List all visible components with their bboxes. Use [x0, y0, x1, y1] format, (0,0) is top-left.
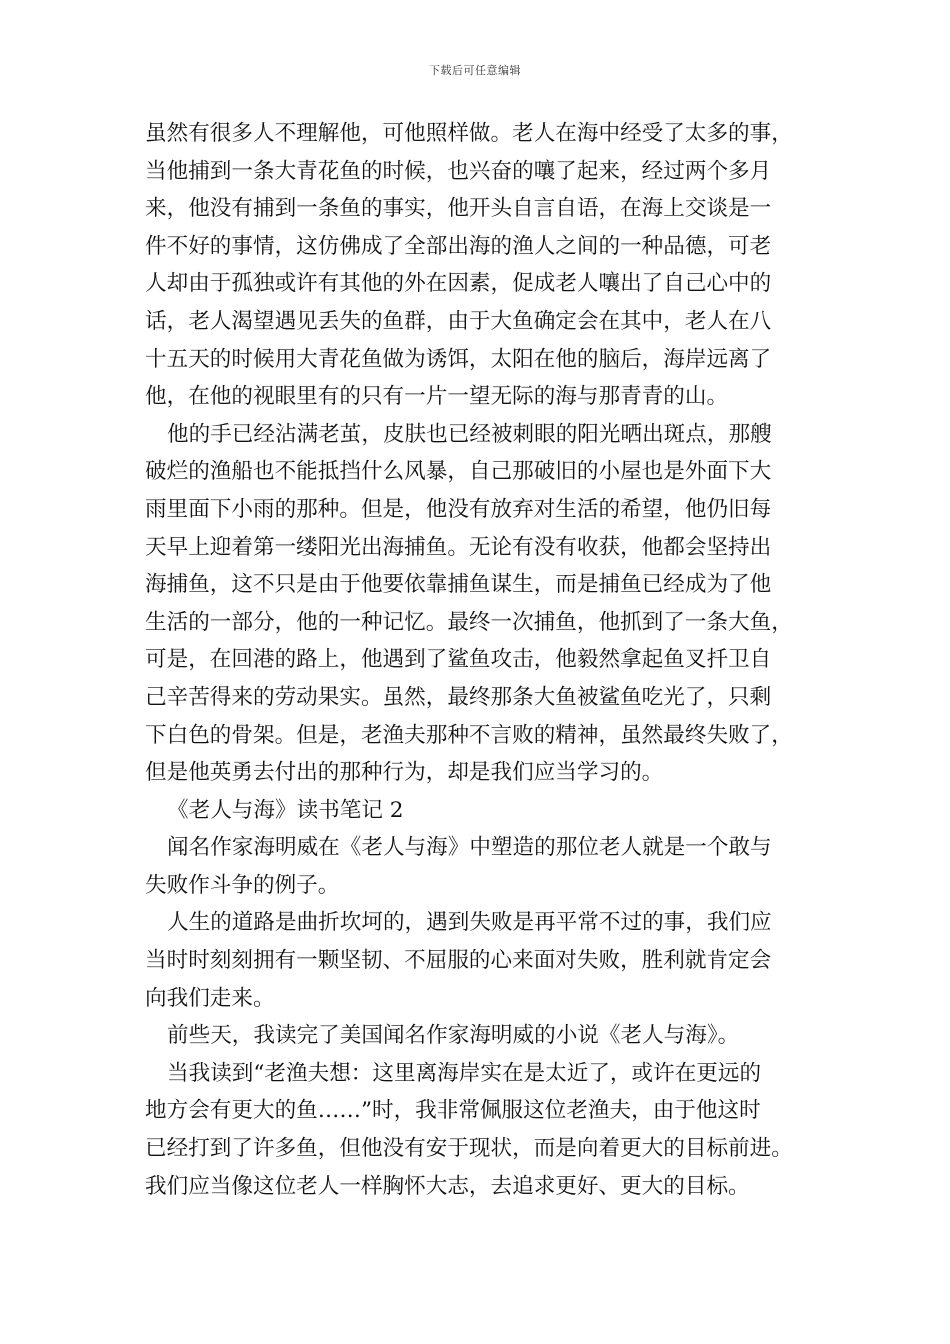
text-line: 破烂的渔船也不能抵挡什么风暴，自己那破旧的小屋也是外面下大 — [145, 459, 772, 485]
document-body — [145, 115, 835, 1205]
text-line: 向我们走来。 — [145, 985, 275, 1011]
text-line: 来，他没有捕到一条鱼的事实，他开头自言自语，在海上交谈是一 — [145, 196, 772, 222]
page-header: 下载后可任意编辑 — [429, 64, 521, 77]
text-line: 已经打到了许多鱼，但他没有安于现状，而是向着更大的目标前进。 — [145, 1136, 793, 1162]
text-line: 雨里面下小雨的那种。但是，他没有放弃对生活的希望，他仍旧每 — [145, 496, 772, 522]
text-line: 但是他英勇去付出的那种行为，却是我们应当学习的。 — [145, 760, 664, 786]
text-line: 生活的一部分，他的一种记忆。最终一次捕鱼，他抓到了一条大鱼， — [145, 609, 793, 635]
text-line: 可是，在回港的路上，他遇到了鲨鱼攻击，他毅然拿起鱼叉扦卫自 — [145, 647, 772, 673]
text-line: 虽然有很多人不理解他，可他照样做。老人在海中经受了太多的事， — [145, 121, 793, 146]
text-line: 人却由于孤独或许有其他的外在因素，促成老人嚷出了自己心中的 — [145, 271, 772, 297]
text-line: 我们应当像这位老人一样胸怀大志，去追求更好、更大的目标。 — [145, 1173, 750, 1199]
text-line: 人生的道路是曲折坎坷的，遇到失败是再平常不过的事，我们应 — [167, 910, 772, 936]
text-line: 当我读到“老渔夫想：这里离海岸实在是太近了，或许在更远的 — [167, 1060, 762, 1086]
text-line: 当时时刻刻拥有一颗坚韧、不屈服的心来面对失败，胜利就肯定会 — [145, 948, 772, 974]
text-line: 失败作斗争的例子。 — [145, 872, 340, 898]
text-line: 下白色的骨架。但是，老渔夫那种不言败的精神，虽然最终失败了， — [145, 722, 793, 748]
text-line: 天早上迎着第一缕阳光出海捕鱼。无论有没有收获，他都会坚持出 — [145, 534, 772, 560]
text-line: 己辛苦得来的劳动果实。虽然，最终那条大鱼被鲨鱼吃光了，只剩 — [145, 684, 772, 710]
text-line: 前些天，我读完了美国闻名作家海明威的小说《老人与海》。 — [167, 1023, 740, 1049]
text-line: 闻名作家海明威在《老人与海》中塑造的那位老人就是一个敢与 — [167, 835, 772, 861]
text-line: 他，在他的视眼里有的只有一片一望无际的海与那青青的山。 — [145, 384, 729, 410]
text-line: 地方会有更大的鱼……”时，我非常佩服这位老渔夫，由于他这时 — [145, 1098, 761, 1124]
text-line: 十五天的时候用大青花鱼做为诱饵，太阳在他的脑后，海岸远离了 — [145, 346, 772, 372]
text-line: 当他捕到一条大青花鱼的时候，也兴奋的嚷了起来，经过两个多月 — [145, 158, 772, 184]
text-line: 他的手已经沾满老茧，皮肤也已经被刺眼的阳光晒出斑点，那艘 — [167, 421, 772, 447]
text-line: 海捕鱼，这不只是由于他要依靠捕鱼谋生，而是捕鱼已经成为了他 — [145, 572, 772, 598]
text-line: 《老人与海》读书笔记 2 — [167, 797, 404, 823]
text-line: 件不好的事情，这仿佛成了全部出海的渔人之间的一种品德，可老 — [145, 233, 772, 259]
text-line: 话，老人渴望遇见丢失的鱼群，由于大鱼确定会在其中，老人在八 — [145, 308, 772, 334]
